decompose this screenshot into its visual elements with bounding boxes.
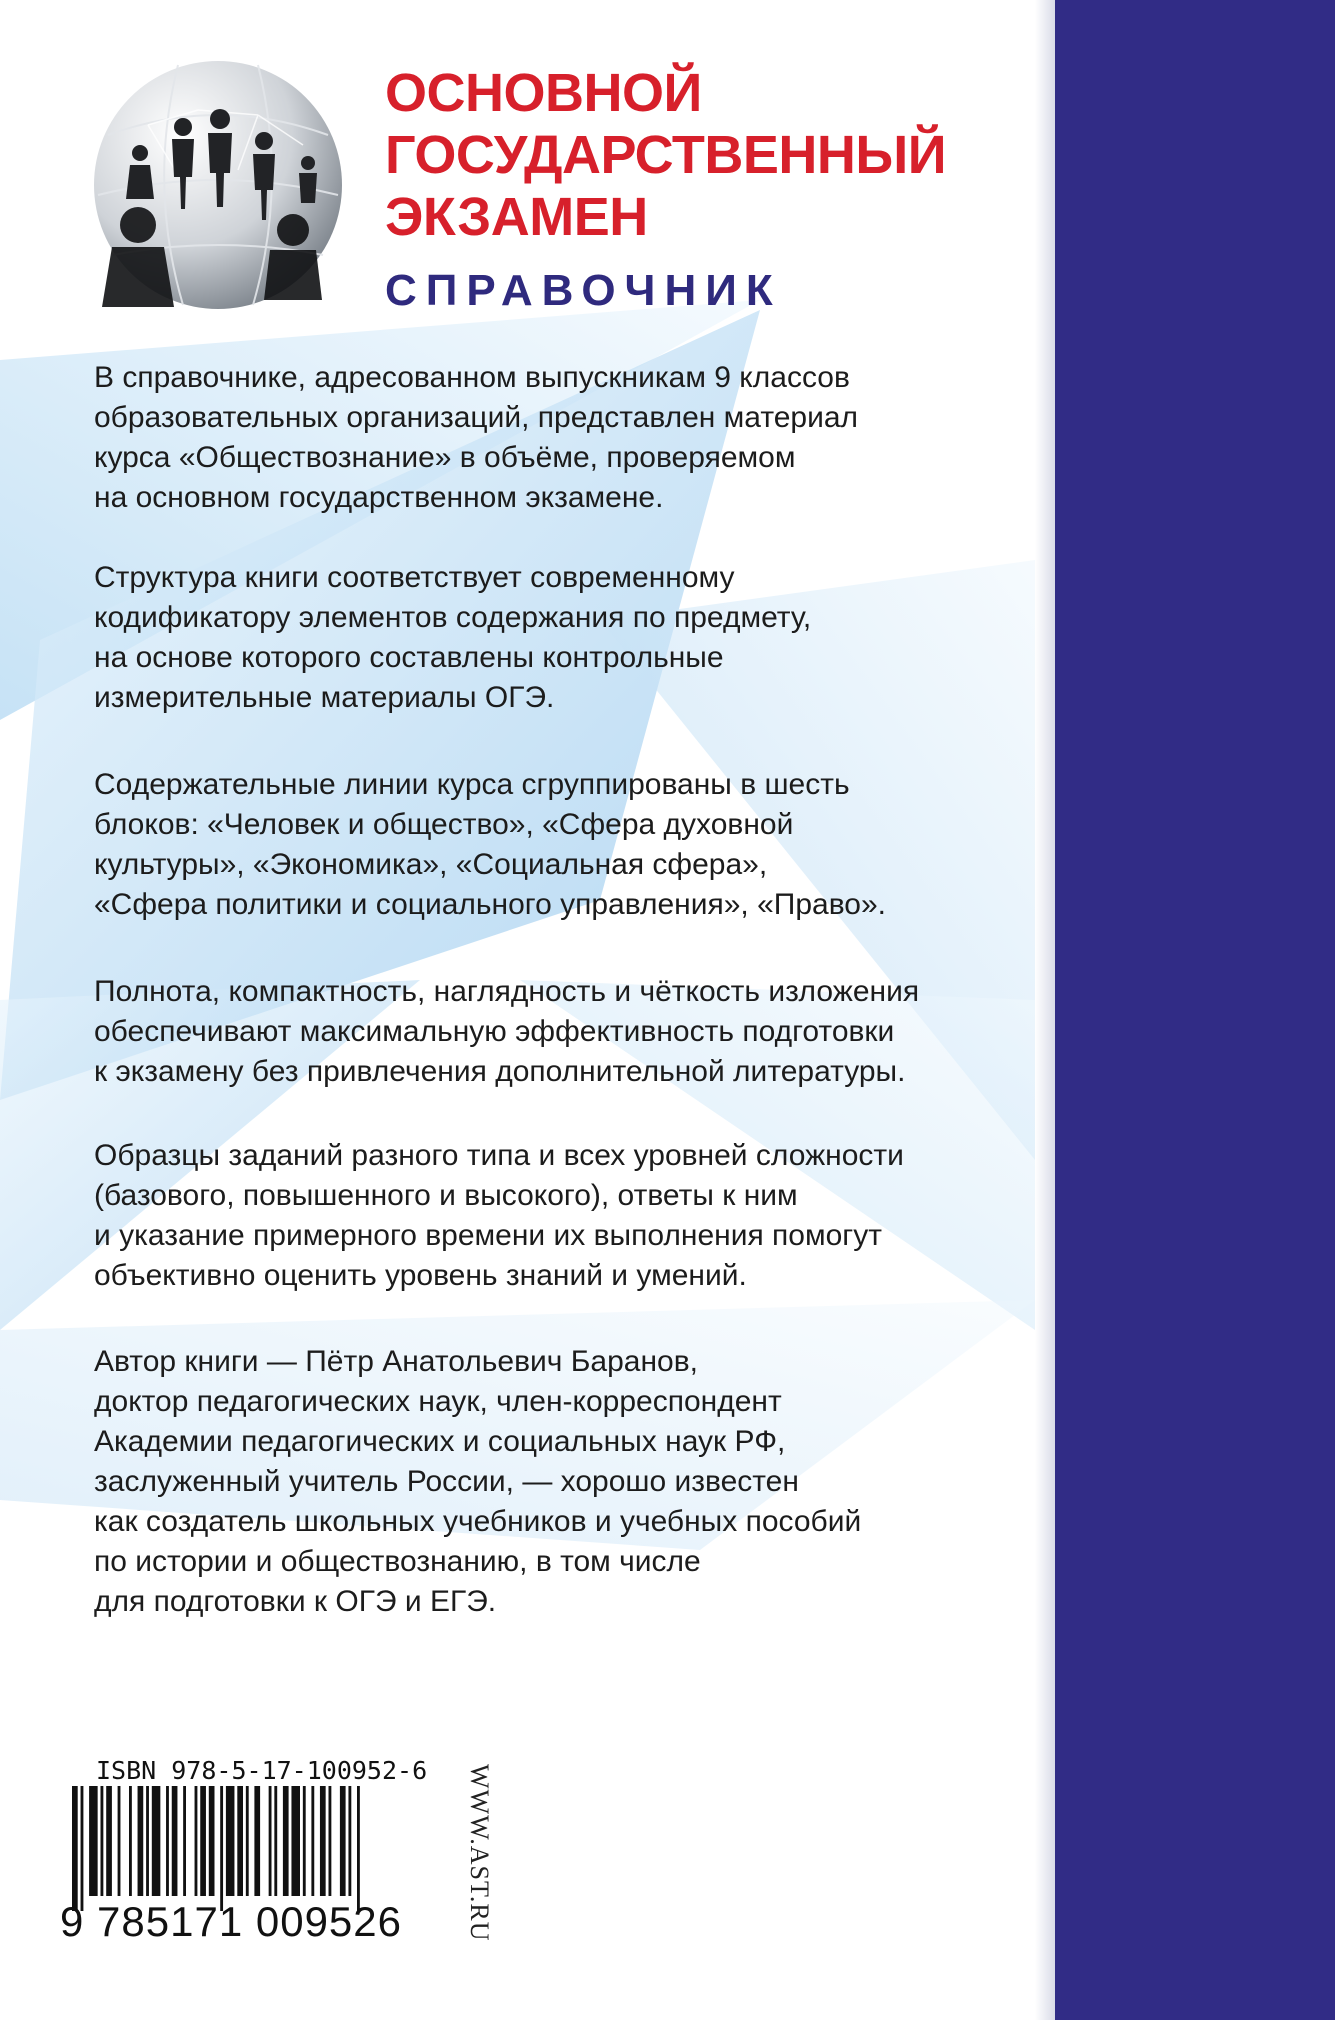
text-line: Содержательные линии курса сгруппированы в шесть [94, 768, 850, 801]
text-line: Академии педагогических и социальных наук РФ, [94, 1425, 786, 1458]
text-line: «Сфера политики и социального управления», «Право». [94, 888, 886, 921]
text-line: как создатель школьных учебников и учебных пособий [94, 1505, 862, 1538]
text-line: Структура книги соответствует современному [94, 561, 735, 594]
isbn-label: ISBN 978-5-17-100952-6 [96, 1756, 428, 1785]
paragraph-author [94, 1342, 1024, 1622]
text-line: курса «Обществознание» в объёме, проверяемом [94, 441, 796, 474]
text-line: и указание примерного времени их выполнения помогут [94, 1219, 882, 1252]
text-line: Полнота, компактность, наглядность и чёткость изложения [94, 975, 920, 1008]
text-line: культуры», «Экономика», «Социальная сфера», [94, 848, 768, 881]
text-line: Автор книги — Пётр Анатольевич Баранов, [94, 1345, 698, 1378]
text-line: В справочнике, адресованном выпускникам 9 классов [94, 361, 850, 394]
text-line: на основном государственном экзамене. [94, 481, 664, 514]
text-line: объективно оценить уровень знаний и умений. [94, 1259, 747, 1292]
paragraph-structure [94, 558, 1024, 718]
text-line: для подготовки к ОГЭ и ЕГЭ. [94, 1585, 497, 1618]
text-line: Образцы заданий разного типа и всех уровней сложности [94, 1139, 904, 1172]
spine-edge-shadow [1035, 0, 1055, 2020]
globe-people-network-icon [88, 55, 348, 315]
title-line-1: ОСНОВНОЙ [385, 63, 702, 123]
text-line: измерительные материалы ОГЭ. [94, 681, 555, 714]
text-line: на основе которого составлены контрольные [94, 641, 724, 674]
text-line: заслуженный учитель России, — хорошо известен [94, 1465, 799, 1498]
paragraph-intro [94, 358, 1024, 518]
text-line: обеспечивают максимальную эффективность подготовки [94, 1015, 895, 1048]
text-line: (базового, повышенного и высокого), ответы к ним [94, 1179, 798, 1212]
text-line: по истории и обществознанию, в том числе [94, 1545, 701, 1578]
website-url: WWW.AST.RU [465, 1764, 494, 1942]
text-line: доктор педагогических наук, член-корреспондент [94, 1385, 782, 1418]
text-line: к экзамену без привлечения дополнительной литературы. [94, 1055, 906, 1088]
text-line: образовательных организаций, представлен материал [94, 401, 859, 434]
text-line: кодификатору элементов содержания по предмету, [94, 601, 812, 634]
paragraph-content-blocks [94, 765, 1024, 925]
title-line-2: ГОСУДАРСТВЕННЫЙ [385, 125, 947, 185]
text-line: блоков: «Человек и общество», «Сфера духовной [94, 808, 794, 841]
paragraph-sample-tasks [94, 1136, 1024, 1296]
subtitle: СПРАВОЧНИК [385, 266, 782, 315]
barcode-digits: 9 785171 009526 [60, 1898, 402, 1945]
title-line-3: ЭКЗАМЕН [385, 187, 648, 247]
side-color-bar [1055, 0, 1335, 2020]
paragraph-completeness [94, 972, 1024, 1092]
